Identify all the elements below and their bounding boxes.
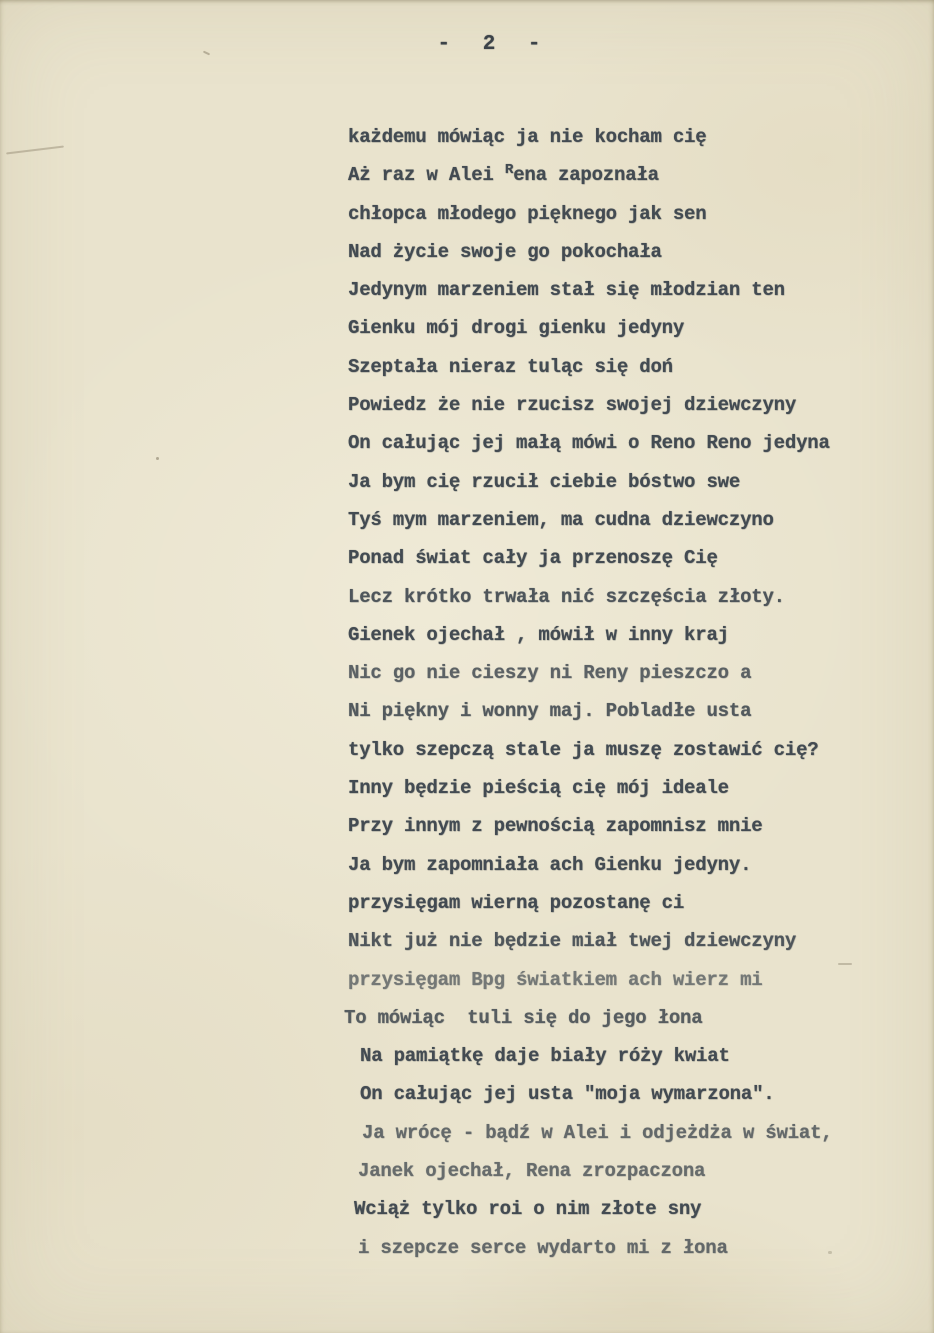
poem-line: przysięgam wierną pozostanę ci bbox=[348, 891, 685, 914]
poem-line: Jedynym marzeniem stał się młodzian ten bbox=[348, 279, 785, 302]
poem-line: Ja bym zapomniała ach Gienku jedyny. bbox=[348, 853, 752, 876]
paper-speck bbox=[156, 457, 159, 460]
poem-line: To mówiąc tuli się do jego łona bbox=[344, 1006, 703, 1029]
poem-line: Szeptała nieraz tuląc się doń bbox=[348, 355, 673, 378]
poem-line: Gienek ojechał , mówił w inny kraj bbox=[348, 623, 729, 646]
poem-line: Nic go nie cieszy ni Reny pieszczo a bbox=[348, 662, 752, 685]
poem-line: Powiedz że nie rzucisz swojej dziewczyny bbox=[348, 394, 797, 417]
poem-line: Ja wrócę - bądź w Alei i odjeżdża w świat, bbox=[362, 1121, 833, 1144]
poem-line-segment: Aż raz w Alei bbox=[348, 164, 505, 187]
poem-line: Tyś mym marzeniem, ma cudna dziewczyno bbox=[348, 508, 774, 531]
poem-line: On całując jej małą mówi o Reno Reno jedyna bbox=[348, 432, 830, 455]
poem-line: przysięgam Bpg światkiem ach wierz mi bbox=[348, 968, 763, 991]
poem-line: Nikt już nie będzie miał twej dziewczyny bbox=[348, 930, 797, 953]
poem-line: On całując jej usta "moja wymarzona". bbox=[360, 1083, 775, 1106]
poem-line: Lecz krótko trwała nić szczęścia złoty. bbox=[348, 585, 785, 608]
poem-line: Janek ojechał, Rena zrozpaczona bbox=[358, 1160, 706, 1183]
poem-line: Ni piękny i wonny maj. Pobladłe usta bbox=[348, 700, 752, 723]
poem-text-block bbox=[344, 118, 833, 1267]
paper-speck bbox=[838, 963, 852, 965]
paper-speck bbox=[828, 1251, 832, 1254]
poem-line: Inny będzie pieścią cię mój ideale bbox=[348, 777, 729, 800]
poem-line: Nad życie swoje go pokochała bbox=[348, 240, 662, 263]
superscript-letter: R bbox=[504, 162, 514, 179]
poem-line: Przy innym z pewnością zapomnisz mnie bbox=[348, 815, 763, 838]
poem-line: i szepcze serce wydarto mi z łona bbox=[358, 1236, 728, 1259]
poem-line: Ponad świat cały ja przenoszę Cię bbox=[348, 547, 718, 570]
poem-line: każdemu mówiąc ja nie kocham cię bbox=[348, 126, 707, 148]
poem-line: Wciąż tylko roi o nim złote sny bbox=[354, 1198, 702, 1221]
poem-line: chłopca młodego pięknego jak sen bbox=[348, 202, 707, 225]
poem-line: Ja bym cię rzucił ciebie bóstwo swe bbox=[348, 470, 741, 493]
poem-line-segment: ena zapoznała bbox=[513, 164, 659, 187]
poem-line: tylko szepczą stale ja muszę zostawić cię? bbox=[348, 738, 819, 761]
paper-fiber-speck bbox=[6, 145, 64, 154]
poem-line: Na pamiątkę daje biały róży kwiat bbox=[360, 1045, 730, 1068]
poem-line: Gienku mój drogi gienku jedyny bbox=[348, 317, 685, 340]
poem-line bbox=[348, 156, 830, 194]
page-number: - 2 - bbox=[437, 33, 551, 56]
